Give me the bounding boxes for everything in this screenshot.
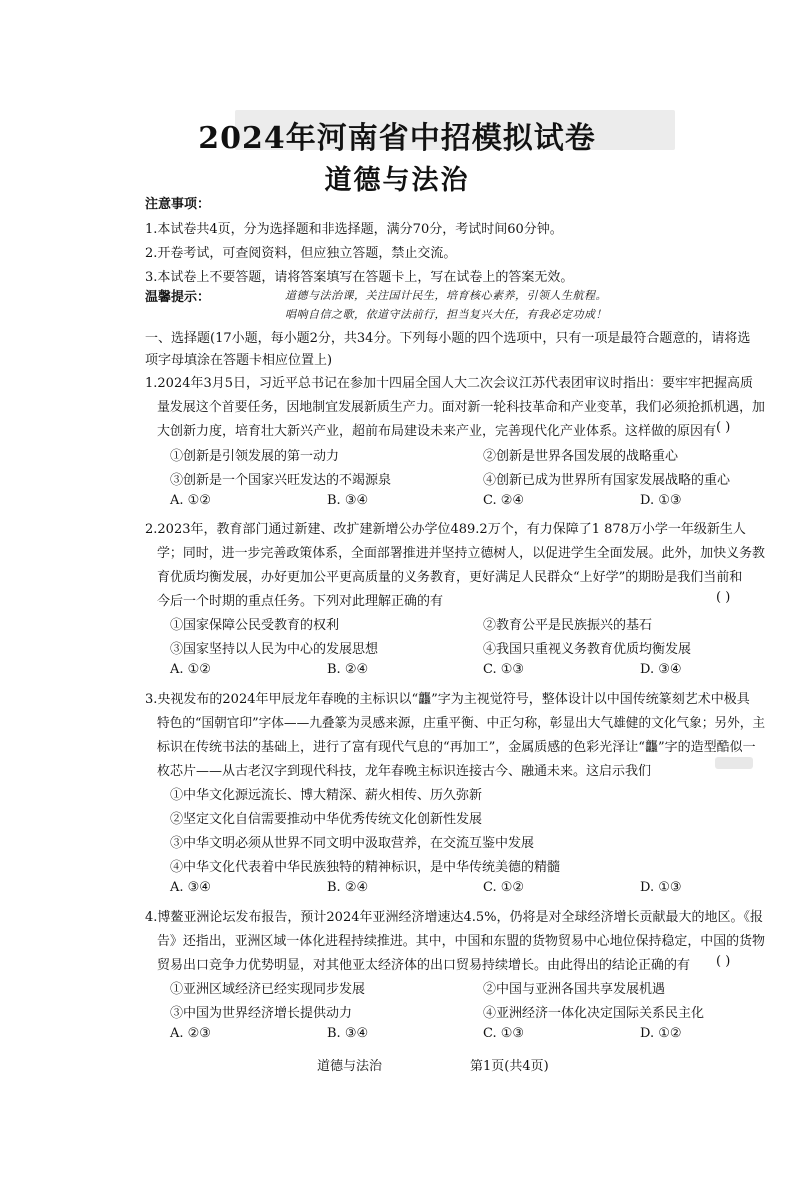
option-statement: ④我国只重视义务教育优质均衡发展 <box>483 642 692 657</box>
question-1-line: 1.2024年3月5日，习近平总书记在参加十四届全国人大二次会议江苏代表团审议时指出：要牢牢把握高质 <box>145 376 754 391</box>
choice-b: B. ③④ <box>327 493 369 508</box>
choice-d: D. ③④ <box>640 662 682 677</box>
question-4-line: 贸易出口竞争力优势明显，对其他亚太经济体的出口贸易持续增长。由此得出的结论正确的有 <box>157 958 691 973</box>
option-statement: ④创新已成为世界所有国家发展战略的重心 <box>483 473 731 488</box>
question-3-line: 标识在传统书法的基础上，进行了富有现代气息的“再加工”，金属质感的色彩光泽让“龘”字的造型酷似一 <box>157 740 756 755</box>
option-statement: ④亚洲经济一体化决定国际关系民主化 <box>483 1006 705 1021</box>
question-2-line: 2.2023年，教育部门通过新建、改扩建新增公办学位489.2万个，有力保障了1 878万小学一年级新生人 <box>145 522 746 537</box>
option-statement: ③中国为世界经济增长提供动力 <box>170 1006 353 1021</box>
question-1-line: 量发展这个首要任务，因地制宜发展新质生产力。面对新一轮科技革命和产业变革，我们必须抢抓机遇，加 <box>157 400 765 415</box>
choice-b: B. ②④ <box>327 662 369 677</box>
question-2-line: 今后一个时期的重点任务。下列对此理解正确的有 <box>157 594 444 609</box>
notice-item: 3.本试卷上不要答题，请将答案填写在答题卡上，写在试卷上的答案无效。 <box>145 270 574 285</box>
notice-heading: 注意事项： <box>145 197 211 212</box>
choice-d: D. ①③ <box>640 880 682 895</box>
choice-a: A. ③④ <box>170 880 211 895</box>
footer-subject: 道德与法治 <box>317 1059 383 1074</box>
notice-item: 2.开卷考试，可查阅资料，但应独立答题，禁止交流。 <box>145 246 457 261</box>
option-statement: ②中国与亚洲各国共享发展机遇 <box>483 982 666 997</box>
choice-a: A. ①② <box>170 493 211 508</box>
question-2-line: 学；同时，进一步完善政策体系，全面部署推进并坚持立德树人，以促进学生全面发展。此外，加快义务教 <box>157 546 765 561</box>
choice-d: D. ①③ <box>640 493 682 508</box>
option-statement: ②坚定文化自信需要推动中华优秀传统文化创新性发展 <box>170 812 483 827</box>
choice-a: A. ②③ <box>170 1026 211 1041</box>
exam-title: 2024年河南省中招模拟试卷 <box>198 121 596 156</box>
question-3-line: 枚芯片——从古老汉字到现代科技，龙年春晚主标识连接古今、融通未来。这启示我们 <box>157 764 652 779</box>
option-statement: ③国家坚持以人民为中心的发展思想 <box>170 642 379 657</box>
option-statement: ②教育公平是民族振兴的基石 <box>483 618 653 633</box>
choice-a: A. ①② <box>170 662 211 677</box>
option-statement: ③创新是一个国家兴旺发达的不竭源泉 <box>170 473 392 488</box>
option-statement: ②创新是世界各国发展的战略重心 <box>483 449 679 464</box>
choice-b: B. ③④ <box>327 1026 369 1041</box>
option-statement: ①国家保障公民受教育的权利 <box>170 618 340 633</box>
tip-line: 唱响自信之歌，依道守法前行，担当复兴大任，有我必定功成！ <box>285 308 607 321</box>
question-4-line: 告》还指出，亚洲区域一体化进程持续推进。其中，中国和东盟的货物贸易中心地位保持稳定，中国的货物 <box>157 934 765 949</box>
answer-bracket: ( ) <box>716 954 731 969</box>
choice-c: C. ①③ <box>483 662 525 677</box>
question-4-line: 4.博鳌亚洲论坛发布报告，预计2024年亚洲经济增速达4.5%，仍将是对全球经济增长贡献最大的地区。《报 <box>145 910 764 925</box>
section-heading-cont: 项字母填涂在答题卡相应位置上) <box>145 353 333 368</box>
question-1-line: 大创新力度，培育壮大新兴产业，超前布局建设未来产业，完善现代化产业体系。这样做的原因有 <box>157 424 717 439</box>
question-2-line: 育优质均衡发展，办好更加公平更高质量的义务教育，更好满足人民群众“上好学”的期盼是我们当前和 <box>157 570 743 585</box>
choice-d: D. ①② <box>640 1026 682 1041</box>
option-statement: ④中华文化代表着中华民族独特的精神标识，是中华传统美德的精髓 <box>170 860 561 875</box>
tip-label: 温馨提示： <box>145 290 211 305</box>
question-3-line: 特色的“国朝官印”字体——九叠篆为灵感来源，庄重平衡、中正匀称，彰显出大气雄健的文化气象；另外，主 <box>157 716 766 731</box>
option-statement: ③中华文明必须从世界不同文明中汲取营养，在交流互鉴中发展 <box>170 836 535 851</box>
answer-bracket: ( ) <box>716 420 731 435</box>
section-heading: 一、选择题(17小题，每小题2分，共34分。下列每小题的四个选项中，只有一项是最符合题意的，请将选 <box>145 331 751 346</box>
notice-item: 1.本试卷共4页，分为选择题和非选择题，满分70分，考试时间60分钟。 <box>145 222 563 237</box>
question-3-line: 3.央视发布的2024年甲辰龙年春晚的主标识以“龘”字为主视觉符号，整体设计以中国传统篆刻艺术中极具 <box>145 692 750 707</box>
choice-c: C. ①② <box>483 880 525 895</box>
option-statement: ①创新是引领发展的第一动力 <box>170 449 340 464</box>
answer-bracket: ( ) <box>716 590 731 605</box>
footer-page-number: 第1页(共4页) <box>470 1059 549 1074</box>
choice-c: C. ②④ <box>483 493 525 508</box>
scan-smudge <box>715 757 753 769</box>
tip-line: 道德与法治课，关注国计民生，培育核心素养，引领人生航程。 <box>285 289 607 302</box>
choice-b: B. ②④ <box>327 880 369 895</box>
subject-title: 道德与法治 <box>324 165 470 196</box>
option-statement: ①中华文化源远流长、博大精深、薪火相传、历久弥新 <box>170 788 483 803</box>
choice-c: C. ①③ <box>483 1026 525 1041</box>
option-statement: ①亚洲区域经济已经实现同步发展 <box>170 982 366 997</box>
